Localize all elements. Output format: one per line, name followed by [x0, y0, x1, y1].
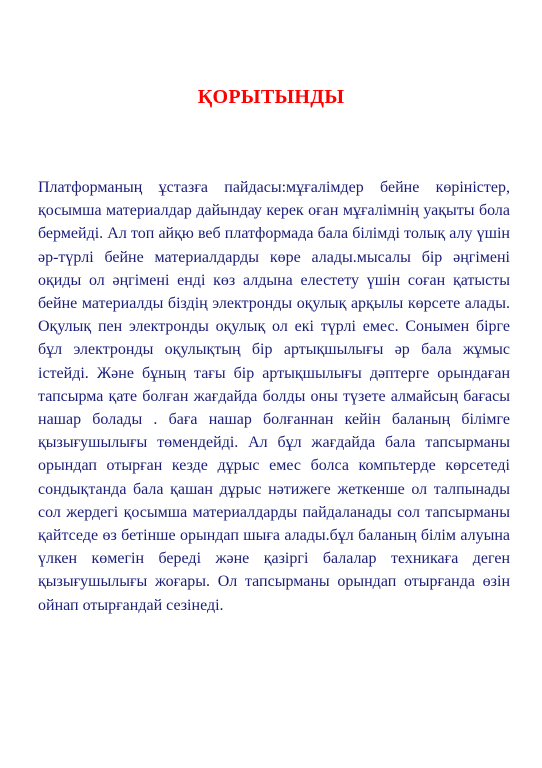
body-paragraph: Платформаның ұстазға пайдасы:мұғалімдер бейне көріністер, қосымша материалдар дайындау керек оған мұғалімнің уақыты бола бермейді. Ал топ айқю веб платформада бала білімді толық алу үшін әр-түрлі бейне материалдарды көре алады.мысалы бір әңгімені оқиды ол әңгімені енді көз алдына елестету үшін соған қатысты бейне материалды біздің электронды оқулық арқылы көрсете алады. Оқулық пен электронды оқулық ол екі түрлі емес. Сонымен бірге бұл электронды оқулықтың бір артықшылығы әр бала жұмыс істейді. Және бұның тағы бір артықшылығы дәптерге орындаған тапсырма қате болған жағдайда болды оны түзете алмайсың бағасы нашар болады . баға нашар болғаннан кейін баланың білімге қызығушылығы төмендейді. Ал бұл жағдайда бала тапсырманы орындап отырған кезде дұрыс емес болса компьтерде көрсетеді сондықтанда бала қашан дұрыс нәтижеге жеткенше ол талпынады сол жердегі қосымша материалдарды пайдаланады сол тапсырманы қайтседе өз бетінше орындап шыға алады.бұл баланың білім алуына үлкен көмегін береді және қазіргі балалар техникаға деген қызығушылығы жоғары. Ол тапсырманы орындап отырғанда өзін ойнап отырғандай сезінеді. [38, 179, 510, 614]
page-title: ҚОРЫТЫНДЫ [197, 86, 345, 108]
